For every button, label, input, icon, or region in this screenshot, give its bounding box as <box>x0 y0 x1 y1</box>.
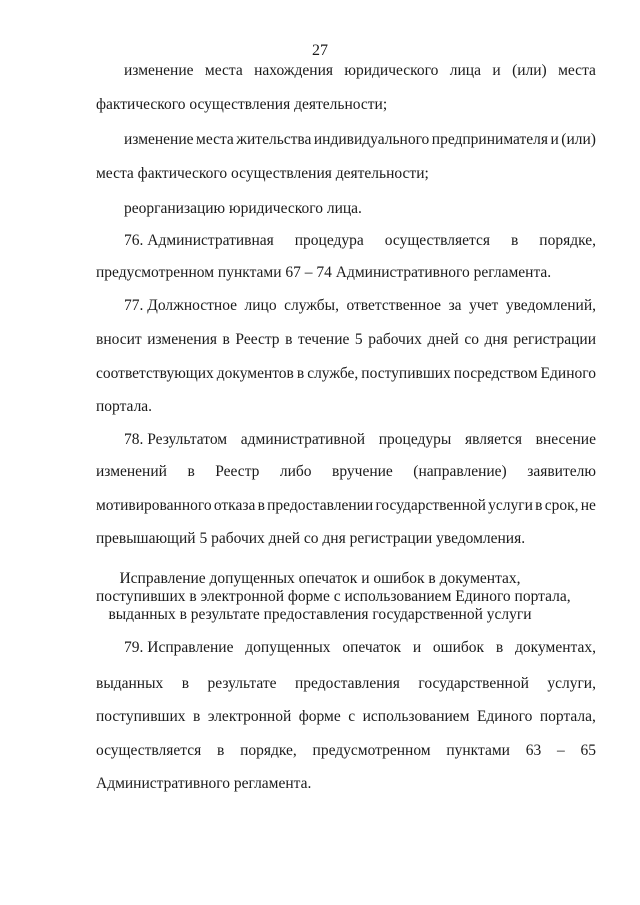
word: предоставлении <box>267 497 374 514</box>
word: службы, <box>284 297 339 314</box>
word: жительства <box>236 131 312 148</box>
section-heading-line: поступивших в электронной форме с использованием Единого портала, <box>96 588 571 605</box>
word: течение <box>297 331 350 348</box>
word: Единого <box>476 708 533 725</box>
word: результате <box>207 675 277 692</box>
paragraph-77-line <box>96 331 596 349</box>
word: 76. Административная <box>124 232 274 249</box>
word: с <box>348 708 356 725</box>
word: отказа <box>213 497 256 514</box>
word: соответствующих <box>96 365 214 382</box>
word: в <box>535 497 543 514</box>
paragraph-79-line <box>124 639 596 657</box>
word: поступивших <box>96 708 186 725</box>
word: и <box>492 62 501 79</box>
section-heading-line: выданных в результате предоставления государственной услуги <box>108 606 532 623</box>
word: изменения <box>147 331 218 348</box>
word: заявителю <box>527 463 596 480</box>
word: в <box>193 708 201 725</box>
word: в <box>285 331 293 348</box>
word: в <box>495 639 504 656</box>
word: изменений <box>96 463 167 480</box>
word: предусмотренном <box>312 742 431 759</box>
word: службе, <box>307 365 359 382</box>
word: услуги <box>488 497 533 514</box>
paragraph-79-line: Административного регламента. <box>96 775 312 792</box>
word: места <box>204 62 243 79</box>
word: использованием <box>362 708 470 725</box>
word: регистрации <box>513 331 596 348</box>
word: выданных <box>96 675 164 692</box>
word: 65 <box>580 742 596 759</box>
word: за <box>448 297 462 314</box>
text-line: фактического осуществления деятельности; <box>96 96 388 113</box>
word: является <box>465 431 522 448</box>
word: – <box>556 742 565 759</box>
paragraph-77-line <box>124 297 596 315</box>
word: 79. Исправление <box>124 639 234 656</box>
paragraph-77-line <box>96 365 596 383</box>
word: места <box>558 62 596 79</box>
word: посредством <box>453 365 538 382</box>
word: государственной <box>375 497 486 514</box>
word: не <box>580 497 596 514</box>
word: вручение <box>332 463 393 480</box>
word: учет <box>469 297 499 314</box>
word: в <box>187 463 195 480</box>
word: 63 <box>525 742 542 759</box>
word: 77. Должностное <box>124 297 238 314</box>
word: уведомлений, <box>505 297 596 314</box>
text-line <box>124 62 596 80</box>
word: в <box>296 365 305 382</box>
word: предпринимателя <box>431 131 549 148</box>
word: в <box>257 497 265 514</box>
word: Реестр <box>215 463 260 480</box>
word: и <box>412 639 422 656</box>
word: процедуры <box>378 431 452 448</box>
word: внесение <box>535 431 596 448</box>
word: (или) <box>512 62 547 79</box>
word: юридического <box>344 62 439 79</box>
paragraph-78-line <box>96 497 596 515</box>
paragraph-76-line <box>124 232 596 250</box>
word: и <box>550 131 559 148</box>
word: в <box>510 232 519 249</box>
word: лицо <box>244 297 277 314</box>
text-line: места фактического осуществления деятельности; <box>96 165 429 182</box>
word: дня <box>484 331 508 348</box>
word: осуществляется <box>96 742 202 759</box>
word: услуги, <box>547 675 596 692</box>
word: либо <box>279 463 312 480</box>
word: в <box>222 331 230 348</box>
word: документах, <box>515 639 596 656</box>
word: дней <box>427 331 459 348</box>
word: срок, <box>544 497 579 514</box>
paragraph-78-line <box>96 463 596 481</box>
word: процедура <box>294 232 364 249</box>
word: порядке, <box>539 232 596 249</box>
paragraph-78-line <box>124 431 596 449</box>
word: опечаток <box>342 639 401 656</box>
text-line <box>124 131 596 149</box>
word: вносит <box>96 331 142 348</box>
word: форме <box>298 708 341 725</box>
word: административной <box>240 431 366 448</box>
word: (или) <box>561 131 596 148</box>
word: мотивированного <box>96 497 212 514</box>
word: предоставления <box>295 675 400 692</box>
word: в <box>217 742 225 759</box>
word: пунктами <box>446 742 510 759</box>
word: (направление) <box>413 463 507 480</box>
word: изменение <box>124 131 194 148</box>
word: лица <box>449 62 481 79</box>
page-number: 27 <box>312 42 328 59</box>
word: ответственное <box>346 297 442 314</box>
word: 5 <box>354 331 363 348</box>
word: Реестр <box>235 331 280 348</box>
word: в <box>181 675 190 692</box>
section-heading-line: Исправление допущенных опечаток и ошибок в документах, <box>119 570 521 587</box>
paragraph-76-line: предусмотренном пунктами 67 – 74 Административного регламента. <box>96 264 552 281</box>
word: 78. Результатом <box>124 431 228 448</box>
word: портала, <box>539 708 596 725</box>
word: порядке, <box>240 742 297 759</box>
word: изменение <box>124 62 194 79</box>
paragraph-77-line: портала. <box>96 398 153 415</box>
paragraph-79-line <box>96 675 596 693</box>
word: электронной <box>207 708 292 725</box>
word: рабочих <box>368 331 422 348</box>
paragraph-79-line <box>96 742 596 760</box>
paragraph-78-line: превышающий 5 рабочих дней со дня регистрации уведомления. <box>96 530 526 547</box>
word: места <box>196 131 234 148</box>
word: допущенных <box>245 639 331 656</box>
word: поступивших <box>361 365 451 382</box>
word: осуществляется <box>384 232 491 249</box>
word: государственной <box>418 675 529 692</box>
word: Единого <box>540 365 596 382</box>
word: документов <box>216 365 294 382</box>
word: нахождения <box>254 62 334 79</box>
paragraph-79-line <box>96 708 596 726</box>
word: со <box>464 331 479 348</box>
word: ошибок <box>432 639 485 656</box>
word: индивидуального <box>313 131 430 148</box>
text-line: реорганизацию юридического лица. <box>124 200 362 217</box>
